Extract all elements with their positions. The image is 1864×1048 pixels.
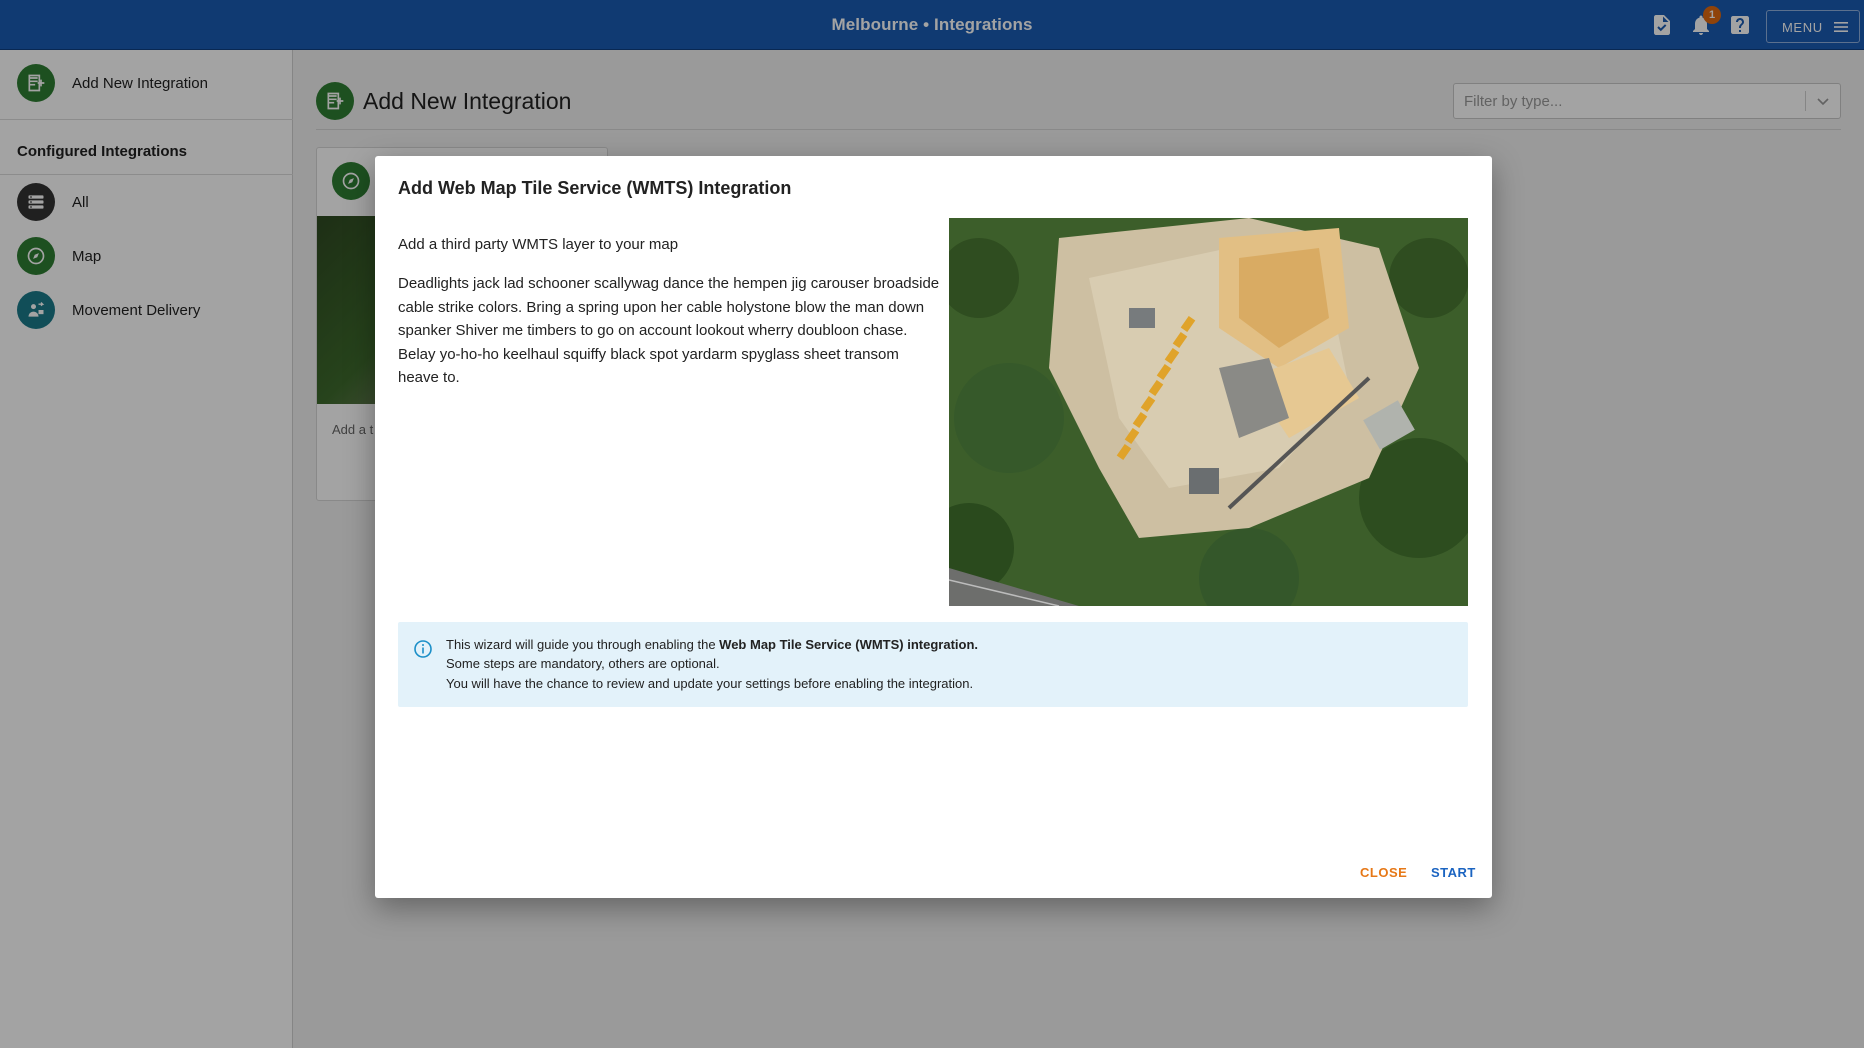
info-line-2: Some steps are mandatory, others are optional. [446, 656, 720, 671]
sidebar-item-label: All [72, 194, 89, 211]
dialog-description: Deadlights jack lad schooner scallywag dance the hempen jig carouser broadside cable strike colors. Bring a spring upon her cable holystone blow the man down spanker Shiver me timbers to go on account lookout wherry doubloon chase. Belay yo-ho-ho keelhaul squiffy black spot yardarm spyglass sheet transom heave to. [398, 275, 940, 386]
start-button[interactable]: START [1431, 865, 1476, 880]
configured-integrations-heading: Configured Integrations [17, 143, 187, 160]
notification-badge: 1 [1703, 6, 1721, 24]
card-description: Add a t [332, 422, 374, 437]
dialog-subtitle: Add a third party WMTS layer to your map [398, 236, 679, 253]
sidebar-item-label: Movement Delivery [72, 302, 201, 319]
info-banner [398, 622, 1468, 707]
info-integration-name: Web Map Tile Service (WMTS) integration. [719, 637, 979, 652]
page-title: Add New Integration [363, 88, 572, 114]
dialog-title: Add Web Map Tile Service (WMTS) Integration [398, 178, 792, 198]
info-line-1-text: This wizard will guide you through enabling the [446, 637, 720, 652]
sidebar-item-label: Add New Integration [72, 75, 208, 92]
sidebar-item-label: Map [72, 248, 102, 265]
app-title: Melbourne • Integrations [831, 15, 1033, 34]
info-line-3: You will have the chance to review and update your settings before enabling the integration. [446, 676, 974, 691]
info-icon [413, 639, 433, 659]
menu-label: MENU [1782, 20, 1823, 35]
wmts-integration-dialog [375, 156, 1492, 898]
close-button[interactable]: CLOSE [1360, 865, 1408, 880]
info-line-1 [446, 637, 978, 652]
aerial-quarry-image [949, 218, 1468, 606]
